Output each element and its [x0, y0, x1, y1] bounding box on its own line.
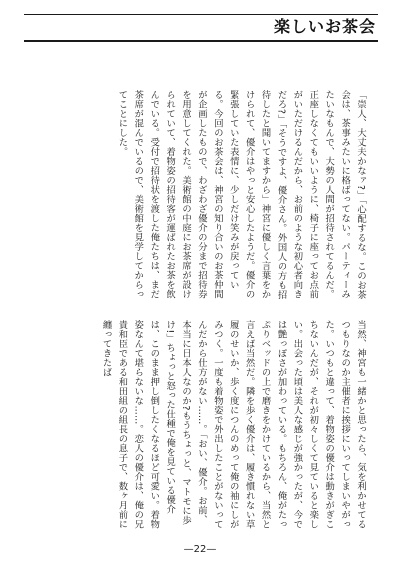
header-top-rule [24, 14, 378, 15]
page-number: —22— [183, 544, 217, 555]
lower-text-block: 当然、神宮も一緒かと思ったら、気を利かせてるつもりなのか主催者に挨拶にいってしまいやがった。いつもと違って、着物姿の優介は動きがぎこちないんだが、それが初々しくて見ていると楽しい。出会った頃は美人な感じが強かったが、今では艶っぽさが加わっている。もちろん、俺がたっぷりベッドの上で磨きをかけているから、当然と言えば当然だ。隣を歩く優介は、履き慣れない草履のせいか、歩く度につんのめって俺の袖にしがみつく。一度も着物姿で外出したことがないってんだから仕方がない……。「おい、優介。お前、本当に日本人なのか?もうちょっと、マトモに歩け!」ちょっと怒った仕種で俺を見ている優介は、このまま押し倒したくなるほど可愛い。着物姿なんて堪らないな……。恋人の優介は、俺の兄貴和臣である和田組の組長の息子で、数ヶ月前に纏ってきたば [100, 320, 366, 529]
upper-text-block: 「崇人、大丈夫かなァ?」「心配するな。このお茶会は、茶事みたいに格ばってない。パーティーみたいなもんで、大勢の人間が招待されてるんだ。正座しなくてもいいように、椅子に座ってお点前がいただけるんだから、お前のような初心者向きだろ?」「そうですよ、優介さん。外国人の方も招待したと聞いてますから」神宮に優しく言葉をかけられて、優介はやっと安心したようだ。優介の緊張していた表情に、少しだけ笑みが戻っている。今回のお茶会は、神宮の知り合いのお茶仲間が企画したもので、わざわざ優介の分まで招待券を用意してくれた。美術館の中庭にお茶席が設けられていて、着物姿の招待客が運ばれたお茶を飲んでいる。受付で招待状を渡した俺たちは、まだ茶席が混んでいるので、美術館を見学してからってことにした。 [116, 90, 366, 300]
header-bottom-rule [24, 40, 378, 42]
page-header-title: 楽しいお茶会 [273, 17, 376, 36]
